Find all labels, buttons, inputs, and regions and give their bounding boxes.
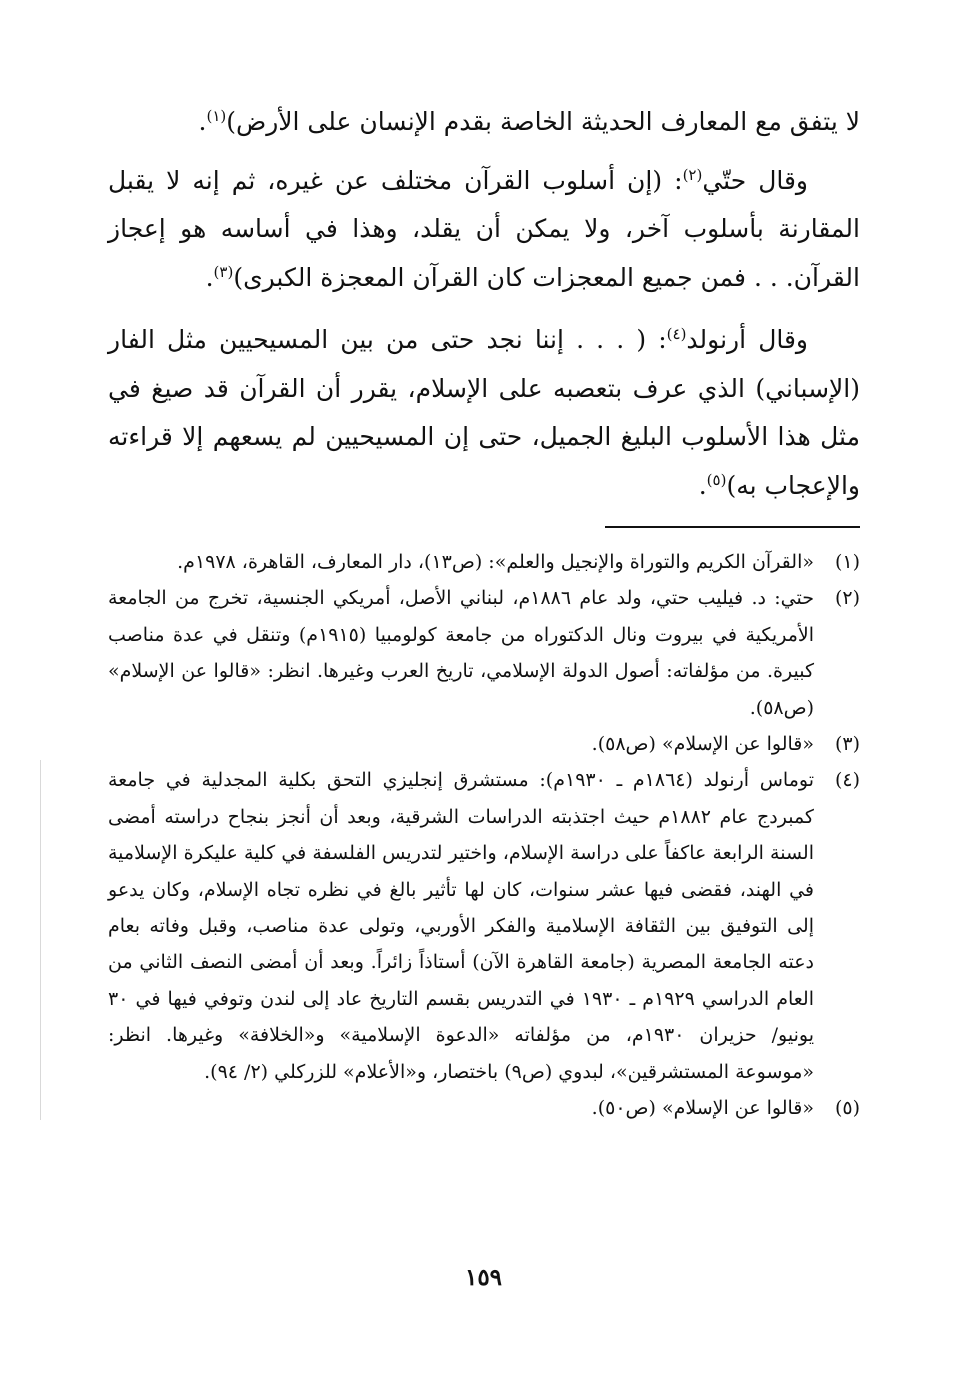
footnote-number: (٤) xyxy=(834,769,860,792)
footnote-number: (٥) xyxy=(834,1097,860,1120)
footnote-text: «قالوا عن الإسلام» (ص٥٨). xyxy=(591,733,814,756)
footnotes-section xyxy=(108,544,860,1127)
footnote-2 xyxy=(108,580,860,726)
footnote-4 xyxy=(108,762,860,1090)
paragraph-text: : (إن أسلوب القرآن مختلف عن غيره، ثم إنه لا يقبل المقارنة بأسلوب آخر، ولا يمكن أن يقلد، وهذا في أساسه هو إعجاز القرآن. . . فمن جميع المعجزات كان القرآن المعجزة الكبرى) xyxy=(108,165,860,292)
footnote-number: (١) xyxy=(834,551,860,573)
footnote-reference-5[interactable]: (٥) xyxy=(706,470,727,489)
paragraph-text: وقال حتّي xyxy=(702,165,808,195)
paragraph-text: لا يتفق مع المعارف الحديثة الخاصة بقدم الإنسان على الأرض) xyxy=(226,107,860,136)
footnote-text: «القرآن الكريم والتوراة والإنجيل والعلم»: (ص١٣)، دار المعارف، القاهرة، ١٩٧٨م. xyxy=(177,551,814,573)
footnote-text: توماس أرنولد (١٨٦٤م ـ ١٩٣٠م): مستشرق إنجليزي التحق بكلية المجدلية في جامعة كمبردج عام ١٨٨٢م حيث اجتذبته الدراسات الشرقية، وبعد أن أنجز بنجاح دراسته أمضى السنة الرابعة عاكفاً على دراسة الإسلام، واختير لتدريس الفلسفة في كلية عليكرة الإسلامية في الهند، فقضى فيها عشر سنوات، كان لها تأثير بالغ في نظره تجاه الإسلام، وكان يدعو إلى التوفيق بين الثقافة الإسلامية والفكر الأوربي، وتولى عدة مناصب، وقبل وفاته بعام دعته الجامعة المصرية (جامعة القاهرة الآن) أستاذاً زائراً. وبعد أن أمضى النصف الثاني من العام الدراسي ١٩٢٩م ـ ١٩٣٠ في التدريس بقسم التاريخ عاد إلى لندن وتوفي فيها في ٣٠ يونيو/ حزيران ١٩٣٠م، من مؤلفاته «الدعوة الإسلامية» و«الخلافة» وغيرها. انظر: «موسوعة المستشرقين»، لبدوي (ص٩) باختصار، و«الأعلام» للزركلي (٢/ ٩٤). xyxy=(108,769,815,1083)
footnote-number: (٢) xyxy=(834,587,860,610)
footnote-3 xyxy=(108,726,860,762)
footnote-reference-2[interactable]: (٢) xyxy=(682,165,703,184)
paragraph-text: . xyxy=(205,262,214,292)
footnote-reference-1[interactable]: (١) xyxy=(206,107,227,125)
footnote-1 xyxy=(108,544,860,580)
scan-edge-line xyxy=(40,760,41,1120)
footnote-text: حتي: د. فيليب حتي، ولد عام ١٨٨٦م، لبناني الأصل، أمريكي الجنسية، تخرج من الجامعة الأمريكية في بيروت ونال الدكتوراه من جامعة كولومبيا (١٩١٥م) وتنقل في عدة مناصب كبيرة. من مؤلفاته: أصول الدولة الإسلامي، تاريخ العرب وغيرها. انظر: «قالوا عن الإسلام» (ص٥٨). xyxy=(108,587,814,719)
footnote-reference-3[interactable]: (٣) xyxy=(213,262,234,281)
main-text xyxy=(108,98,860,524)
paragraph-text: . xyxy=(198,107,207,136)
footnote-5 xyxy=(108,1090,860,1126)
footnote-divider xyxy=(605,526,860,528)
page-number: ١٥٩ xyxy=(464,1264,503,1291)
footnote-text: «قالوا عن الإسلام» (ص٥٠). xyxy=(591,1097,814,1120)
footnote-number: (٣) xyxy=(834,733,860,756)
paragraph-text: وقال أرنولد xyxy=(686,325,808,354)
paragraph-2 xyxy=(108,157,860,303)
paragraph-1 xyxy=(108,98,860,147)
paragraph-text: . xyxy=(698,470,707,500)
paragraph-text: : ( . . . إننا نجد حتى من بين المسيحيين مثل الفار (الإسباني) الذي عرف بتعصبه على الإسلام، يقرر أن القرآن قد صيغ في مثل هذا الأسلوب البليغ الجميل، حتى إن المسيحيين لم يسعهم إلا قراءته والإعجاب به) xyxy=(108,325,860,500)
paragraph-3 xyxy=(108,316,860,510)
footnote-reference-4[interactable]: (٤) xyxy=(666,325,687,343)
